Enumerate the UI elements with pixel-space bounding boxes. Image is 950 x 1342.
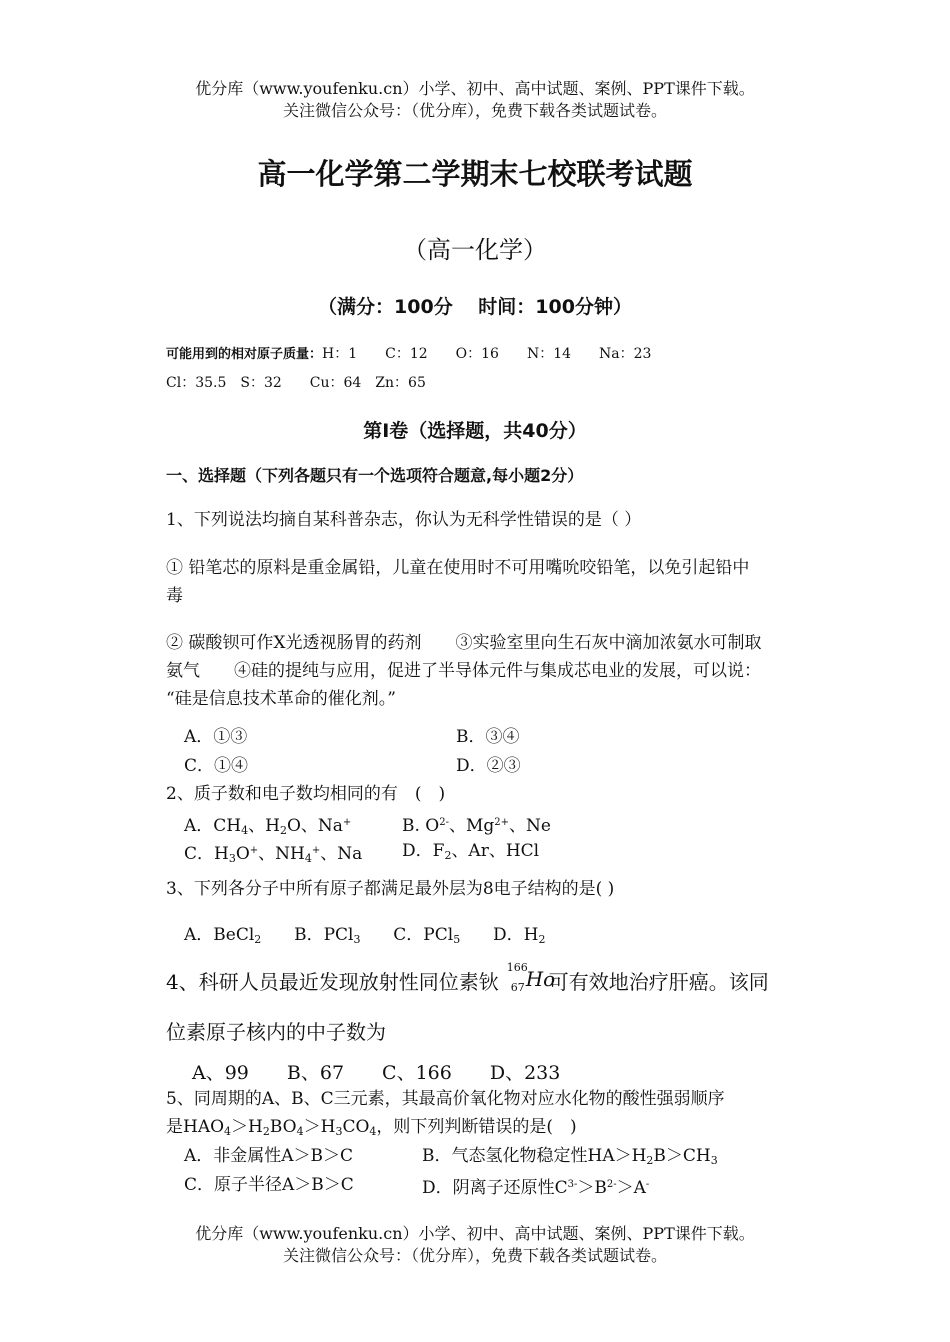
q2-option-b: B. $O^{2-}$、$Mg^{2+}$、Ne — [402, 816, 551, 836]
q1-option-b: B．③④ — [456, 727, 520, 747]
q1-stem: 1、下列说法均摘自某科普杂志，你认为无科学性错误的是（ ） — [166, 510, 642, 530]
q5-option-d: D．阴离子还原性$C^{3-}>B^{2-}>A^-$ — [422, 1178, 650, 1198]
q1-option-a: A．①③ — [184, 727, 248, 747]
q1-item2-line3: “硅是信息技术革命的催化剂。” — [166, 689, 396, 709]
q4-stem-line2: 位素原子核内的中子数为 — [166, 1020, 386, 1044]
q5-option-c: C．原子半径A＞B＞C — [184, 1175, 354, 1195]
holmium-isotope-symbol: 166 67 Ho — [506, 961, 556, 994]
q2-option-c: C．$H_3O^+$、$NH_4^+$、Na — [184, 844, 363, 865]
page-subtitle: （高一化学） — [403, 236, 547, 264]
part-title: 一、选择题（下列各题只有一个选项符合题意,每小题2分） — [166, 466, 584, 485]
q1-option-c: C．①④ — [184, 756, 249, 776]
q4-options: A、99 B、67 C、166 D、233 — [192, 1062, 561, 1084]
header-line-1: 优分库（www.youfenku.cn）小学、初中、高中试题、案例、PPT课件下载。 — [195, 79, 755, 98]
section-title: 第Ⅰ卷（选择题，共40分） — [363, 420, 587, 442]
q3-option-b: B．PCl$_3$ — [294, 925, 361, 946]
q5-stem-line1: 5、同周期的A、B、C三元素，其最高价氧化物对应水化物的酸性强弱顺序 — [166, 1089, 725, 1109]
header-line-2: 关注微信公众号：（优分库），免费下载各类试题试卷。 — [282, 101, 667, 120]
q4-stem-line1: 4、科研人员最近发现放射性同位素钬 166 67 Ho 可有效地治疗肝癌。该同 — [166, 966, 769, 997]
q1-item2-line1: ② 碳酸钡可作X光透视肠胃的药剂 ③实验室里向生石灰中滴加浓氨水可制取 — [166, 633, 762, 653]
atomic-mass-row-1 — [166, 343, 651, 363]
q1-item1-line1: ① 铅笔芯的原料是重金属铅，儿童在使用时不可用嘴吮咬铅笔，以免引起铅中 — [166, 558, 750, 578]
q2-stem: 2、质子数和电子数均相同的有 ( ) — [166, 784, 446, 804]
q3-stem: 3、下列各分子中所有原子都满足最外层为8电子结构的是( ) — [166, 879, 615, 899]
q2-option-d: D．$F_2$、Ar、HCl — [402, 841, 540, 862]
q3-option-c: C．PCl$_5$ — [393, 925, 461, 946]
q3-option-a: A．BeCl$_2$ — [184, 925, 262, 946]
footer-line-2: 关注微信公众号：（优分库），免费下载各类试题试卷。 — [282, 1246, 667, 1265]
q5-option-b: B．气态氢化物稳定性$HA>H_2B>CH_3$ — [422, 1146, 718, 1167]
q3-options — [184, 924, 545, 951]
atomic-mass-values-1: H：1 C：12 O：16 N：14 Na：23 — [322, 346, 652, 362]
atomic-mass-row-2: Cl：35.5 S：32 Cu：64 Zn：65 — [166, 375, 426, 391]
atomic-mass-label: 可能用到的相对原子质量： — [166, 347, 323, 362]
q1-option-d: D．②③ — [456, 756, 521, 776]
q3-option-d: D．$H_2$ — [493, 925, 546, 946]
q5-option-a: A．非金属性A＞B＞C — [184, 1146, 354, 1166]
q1-item2-line2: 氨气 ④硅的提纯与应用，促进了半导体元件与集成芯电业的发展，可以说： — [166, 661, 761, 681]
q5-stem-line2: 是$HAO_4>H_2BO_4>H_3CO_4$，则下列判断错误的是( ) — [166, 1117, 577, 1138]
page-title: 高一化学第二学期末七校联考试题 — [257, 157, 693, 191]
score-time-line: （满分：100分 时间：100分钟） — [318, 296, 632, 318]
q1-item1-line2: 毒 — [166, 586, 183, 606]
footer-line-1: 优分库（www.youfenku.cn）小学、初中、高中试题、案例、PPT课件下载。 — [195, 1224, 755, 1243]
q2-option-a: A．$CH_4$、$H_2O$、Na+ — [184, 816, 352, 837]
